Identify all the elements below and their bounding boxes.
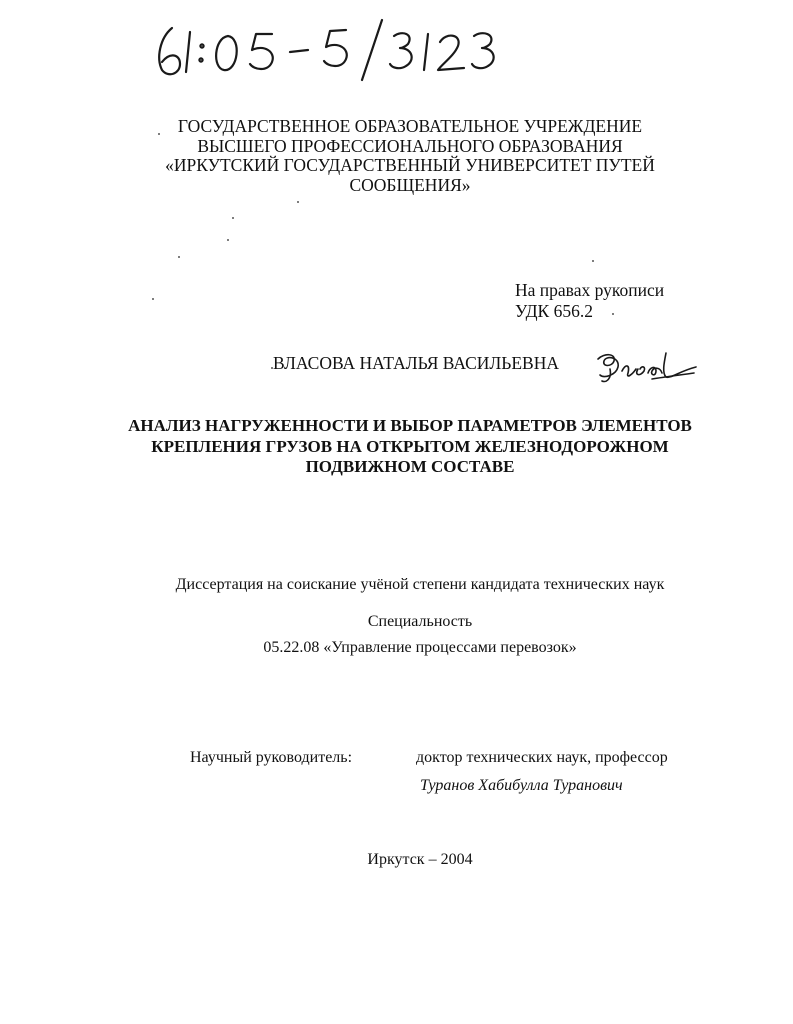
scan-speck: [297, 201, 299, 203]
scan-speck: [158, 133, 160, 135]
scan-speck: [227, 239, 229, 241]
scan-speck: [612, 313, 614, 315]
institution-line: «ИРКУТСКИЙ ГОСУДАРСТВЕННЫЙ УНИВЕРСИТЕТ ПУТЕЙ: [165, 155, 655, 175]
supervisor-degree: доктор технических наук, профессор: [416, 749, 668, 766]
institution-line: ВЫСШЕГО ПРОФЕССИОНАЛЬНОГО ОБРАЗОВАНИЯ: [197, 135, 623, 156]
supervisor-name: Туранов Хабибулла Туранович: [420, 777, 623, 794]
manuscript-rights-block: [515, 280, 664, 322]
specialty-label: Специальность: [367, 613, 473, 630]
degree-statement: Диссертация на соискание учёной степени кандидата технических наук: [175, 576, 665, 593]
manuscript-rights: На правах рукописи: [515, 280, 665, 300]
institution-line: СООБЩЕНИЯ»: [349, 174, 471, 195]
udc-code: УДК 656.2: [515, 301, 593, 321]
institution-line: ГОСУДАРСТВЕННОЕ ОБРАЗОВАТЕЛЬНОЕ УЧРЕЖДЕНИЕ: [177, 116, 643, 136]
title-line: АНАЛИЗ НАГРУЖЕННОСТИ И ВЫБОР ПАРАМЕТРОВ ЭЛЕМЕНТОВ: [128, 416, 692, 435]
handwritten-archive-number: [150, 14, 510, 84]
institution-header: [150, 117, 670, 195]
supervisor-label: Научный руководитель:: [190, 749, 353, 766]
author-signature: [590, 345, 700, 387]
scan-speck: [152, 298, 154, 300]
scan-speck: [178, 256, 180, 258]
author-name: ВЛАСОВА НАТАЛЬЯ ВАСИЛЬЕВНА: [273, 353, 559, 373]
city-year: Иркутск – 2004: [367, 851, 473, 868]
specialty-code: 05.22.08 «Управление процессами перевозок»: [263, 639, 577, 656]
scan-speck: [592, 260, 594, 262]
scan-speck: [232, 217, 234, 219]
title-line: ПОДВИЖНОМ СОСТАВЕ: [305, 457, 515, 476]
title-line: КРЕПЛЕНИЯ ГРУЗОВ НА ОТКРЫТОМ ЖЕЛЕЗНОДОРОЖНОМ: [151, 436, 669, 456]
dissertation-title: [120, 416, 700, 478]
scan-speck: [271, 367, 273, 369]
